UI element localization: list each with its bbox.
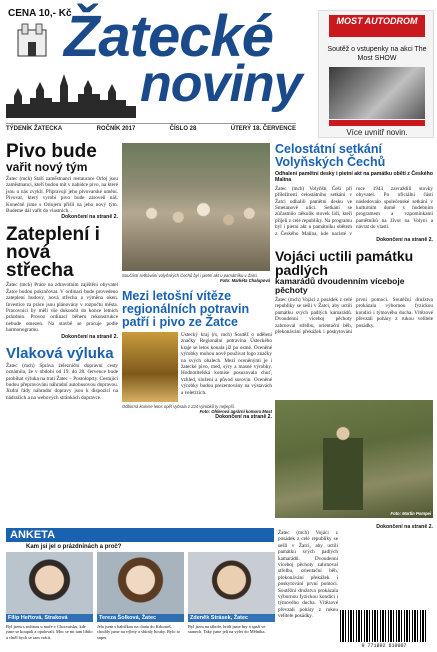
left-column xyxy=(6,143,118,401)
soldiers-headline: Vojáci uctili památku padlých xyxy=(275,248,414,279)
main-photo-credit: Foto: Markéta Chalupová xyxy=(219,278,270,283)
right-column xyxy=(275,143,433,336)
poll-section xyxy=(6,528,274,640)
volyn-body: Žatec (mch) Volyňští Češi při příležitosti celostátního setkání v Žatci odhalili pamětní desku ve Smetanově ulici. Setkání se zúčastnilo několik stovek lidí, kteří přijeli z celé republiky. Na programu byl i pietní akt u památníku obětem z Českého Malína, kde nacisté v roce 1943 zavraždili stovky obyvatel. Po oficiální části následovalo společenské setkání v kulturním domě s hudebním programem a vzpomínkami pamětníků na život na Volyni a návrat do vlasti. xyxy=(275,185,433,237)
town-skyline-icon xyxy=(6,68,136,118)
outage-headline-1: Vlaková xyxy=(6,344,63,362)
story-volyn[interactable] xyxy=(275,143,433,243)
issue-label: ČÍSLO 28 xyxy=(169,126,197,132)
volyn-lede: Odhalení pamětní desky i pietní akt na památku obětí z Českého Malína xyxy=(275,171,433,184)
main-photo xyxy=(122,143,270,271)
story-outage[interactable] xyxy=(6,346,118,401)
story-soldiers[interactable] xyxy=(275,249,433,335)
crowd-image xyxy=(122,143,270,271)
roof-headline-1: Zateplení i xyxy=(6,224,100,246)
roof-headline-2: nová střecha xyxy=(6,242,74,282)
outage-body: Žatec (mch) Správa železniční dopravní cesty oznámila, že v období od 19. do 28. července bude probíhat výluka na trati Žatec – Postoloprty. Cestující budou přepravováni náhradní autobusovou dopravou. Jízdní řády náhradní dopravy jsou k dispozici na nádražích a na webových stránkách dopravce. xyxy=(6,362,118,401)
poll-respondent xyxy=(188,552,275,640)
soldiers-continuation-text: Žatec (mch) Vojáci z posádek z celé republiky se sešli v Žatci, aby uctili památku svých padlých kamarádů. Dvoudenní víceboj pěchoty zahrnoval střelbu, orientační běh, překonávání překážek i poskytování první pomoci. Soutěžní družstva prokázala výbornou fyzickou kondici i týmového ducha. Vítězové převzali poháry z rukou velitele posádky. xyxy=(278,530,338,620)
respondent-name: Zdeněk Strásek, Žatec xyxy=(188,614,275,622)
respondent-photo xyxy=(6,552,93,622)
poll-portraits xyxy=(6,552,274,640)
soldiers-kicker: kamarádů dvoudenním víceboje pěchoty xyxy=(275,276,405,296)
honey-caption: Odborná komise letos opět vybrala z 224 výrobků ty nejlepší. xyxy=(122,404,236,409)
honey-body: Ústecký kraj (rs, mch) Soutěž o udělení značky Regionální potravina Ústeckého kraje se letos konala již po osmé. Oceněné výrobky mohou nově používat logo značky na svých obalech. Mezi oceněnými je i žatecké pivo, med, sýry a masné výrobky. Hodnotitelská komise posuzovala chuť, vzhled, složení a původ surovin. Oceněné výrobky budou prezentovány na výstavách a veletrzích. xyxy=(181,332,272,396)
barcode xyxy=(340,610,428,642)
beer-headline-2: vařit nový tým xyxy=(6,160,88,174)
poll-title: ANKETA xyxy=(6,528,274,542)
price-label: CENA 10,- Kč xyxy=(8,8,72,19)
soldiers-more-block xyxy=(345,524,433,530)
volyn-more: Dokončení na straně 2. xyxy=(376,237,433,244)
respondent-name: Tereza Šolková, Žatec xyxy=(97,614,184,622)
city-crest-icon xyxy=(6,20,58,60)
honey-credit: Foto: Ohlerová agrární komora Most xyxy=(199,409,272,414)
story-honey[interactable] xyxy=(122,290,272,420)
roof-body: Žatec (mch) Práce na zdravotním zajištění obyvatel Žatce budou pokračovat. V ordinaci bude provedeno zateplení budovy, nová střecha a výměna oken. Investice za práce jsou plánovány v rozpočtu města. Pracovníci by měli vše dokončit do konce letních prázdnin. Provoz ordinací během rekonstrukce nebude omezen. Na stavbě se pracuje podle harmonogramu. xyxy=(6,282,118,334)
soldiers-continuation xyxy=(278,530,338,620)
soldier-photo xyxy=(275,400,433,518)
honey-photo xyxy=(122,332,178,402)
volyn-headline: Celostátní setkání Volyňských Čechů xyxy=(275,142,386,169)
main-photo-caption: Součástí setkávání volyňských Čechů byl i pietní akt u památníku v Žatci. xyxy=(122,273,258,278)
poll-respondent xyxy=(97,552,184,640)
date-label: ÚTERÝ 18. ČERVENCE xyxy=(230,126,296,132)
advert-text: Soutěž o vstupenky na akci The Most SHOW xyxy=(327,46,427,62)
respondent-name: Filip Heřtová, Straková xyxy=(6,614,93,622)
story-beer[interactable] xyxy=(6,143,118,220)
autodrom-logo: MOST AUTODROM xyxy=(329,15,425,37)
newspaper-title-line2: noviny xyxy=(140,55,302,113)
advert-more: Více uvnitř novin. xyxy=(346,128,408,137)
soldiers-columns xyxy=(275,297,433,335)
weekly-label: TÝDENÍK ŽATECKA xyxy=(6,126,63,132)
poll-question: Kam jsi jel o prázdninách a proč? xyxy=(26,544,122,550)
year-label: ROČNÍK 2017 xyxy=(96,126,136,132)
honey-content xyxy=(122,332,272,404)
advert-photo xyxy=(329,67,425,119)
masthead-info-bar xyxy=(6,123,296,132)
beer-headline-1: Pivo bude xyxy=(6,141,97,162)
outage-headline-2: výluka xyxy=(66,344,114,362)
barcode-number: 9 771802 610007 xyxy=(361,643,407,649)
beer-more: Dokončení na straně 2. xyxy=(61,214,118,221)
soldiers-more: Dokončení na straně 2. xyxy=(376,524,433,530)
respondent-answer: Byl jsem na táboře, hráli jsme hry a spali ve stanech. Taky jsme jeli na výlet do Mělníka. xyxy=(188,624,266,635)
main-photo-caption-block xyxy=(122,273,270,283)
soldier-figure xyxy=(323,420,363,510)
soldier-photo-credit: Foto: Martin Pompei xyxy=(390,511,431,516)
honey-more: Dokončení na straně 2. xyxy=(215,414,272,420)
respondent-answer: Jela jsem s babičkou na chatu do Krkonoš, chodily jsme na výlety a sbíraly houby. Bylo to super. xyxy=(97,624,181,640)
autodrom-advert[interactable] xyxy=(318,10,434,138)
story-roof[interactable] xyxy=(6,226,118,339)
respondent-photo xyxy=(97,552,184,622)
outage-headline xyxy=(6,346,118,361)
respondent-photo xyxy=(188,552,275,622)
volyn-columns xyxy=(275,186,433,237)
beer-body: Žatec (mch) Staří zaměstnanci restaurace Orloj jsou zaměstnanci, kteří budou mít v nabídce pivo, na které jsou u nás zvyklí. Připravují jeho pivovarské umění. Pivovar, který vyrobí pivo bude zároveň náš. Konečně jsme s Orlojem přišli na jeho nový tým. Budeme dál vařit do vlastních... xyxy=(6,176,118,215)
newspaper-title-line1: Žatecké xyxy=(64,4,274,69)
respondent-answer: Byl jsem s rodinou u moře v Chorvatsku, kde jsme se koupali a opalovali. Moc se mi tam líbilo a chtěl bych se tam vrátit. xyxy=(6,624,93,640)
roof-more: Dokončení na straně 2. xyxy=(61,333,118,340)
advert-photo-strip xyxy=(329,120,425,126)
poll-respondent xyxy=(6,552,93,640)
soldiers-body: Žatec (mch) Vojáci z posádek z celé republiky se sešli v Žatci, aby uctili památku svých padlých kamarádů. Dvoudenní víceboj pěchoty zahrnoval střelbu, orientační běh, překonávání překážek i poskytování první pomoci. Soutěžní družstva prokázala výbornou fyzickou kondici i týmového ducha. Vítězové převzali poháry z rukou velitele posádky. xyxy=(275,297,433,336)
honey-headline: Mezi letošní vítěze regionálních potravin patří i pivo ze Žatce xyxy=(122,289,250,329)
